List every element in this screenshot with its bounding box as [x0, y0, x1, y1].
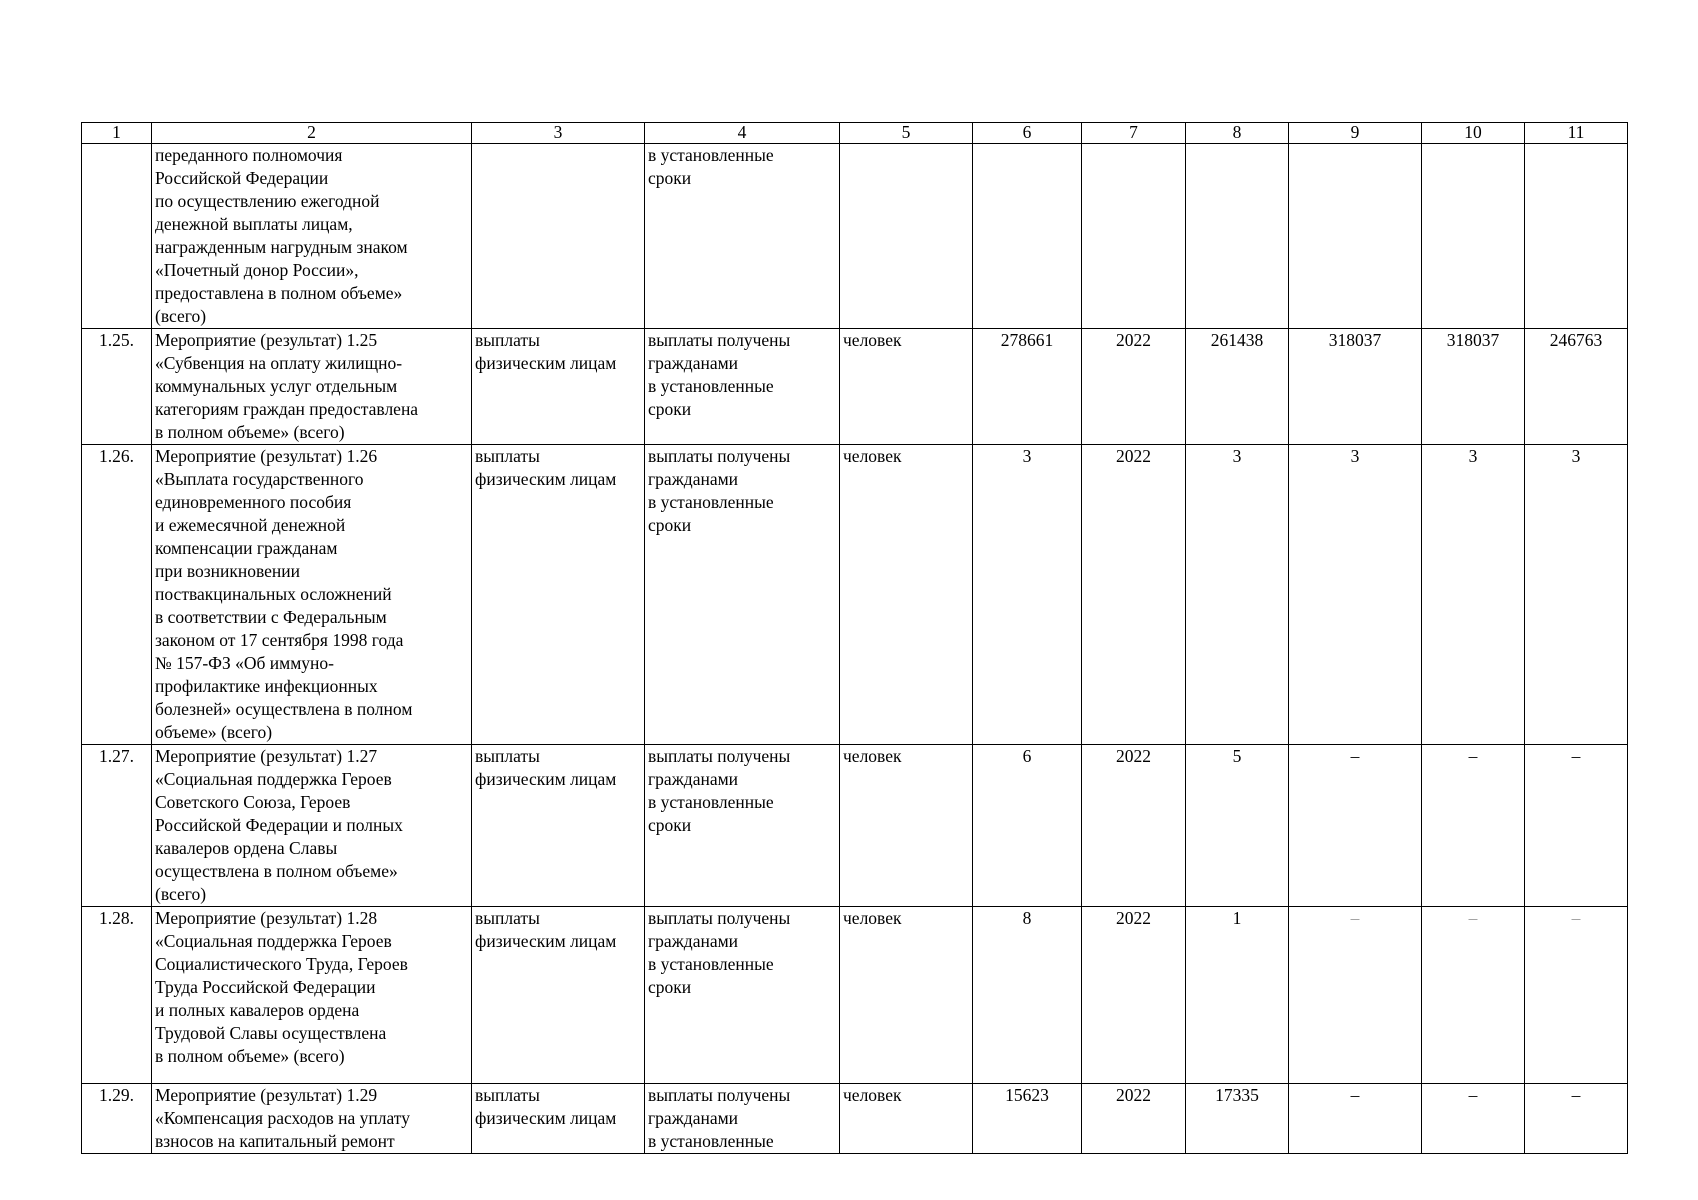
- value-col-11: –: [1525, 1084, 1628, 1154]
- row-number: [82, 144, 152, 329]
- value-col-11: –: [1525, 907, 1628, 1084]
- base-value: 15623: [973, 1084, 1082, 1154]
- column-header: 10: [1422, 123, 1525, 144]
- result-description: выплаты получены гражданами в установленные: [645, 1084, 840, 1154]
- column-header: 11: [1525, 123, 1628, 144]
- value-col-10: –: [1422, 907, 1525, 1084]
- result-name: Мероприятие (результат) 1.25 «Субвенция на оплату жилищно- коммунальных услуг отдельным категориям граждан предоставлена в полном объеме» (всего): [152, 329, 472, 445]
- result-description: выплаты получены гражданами в установленные сроки: [645, 329, 840, 445]
- column-header: 2: [152, 123, 472, 144]
- result-type: выплаты физическим лицам: [472, 745, 645, 907]
- result-name: Мероприятие (результат) 1.28 «Социальная поддержка Героев Социалистического Труда, Героев Труда Российской Федерации и полных кавалеров ордена Трудовой Славы осуществлена в полном объеме» (всего): [152, 907, 472, 1084]
- row-number: 1.25.: [82, 329, 152, 445]
- base-value: 6: [973, 745, 1082, 907]
- row-number: 1.27.: [82, 745, 152, 907]
- table-row: [82, 445, 1628, 745]
- unit: человек: [840, 329, 973, 445]
- table-row: [82, 745, 1628, 907]
- unit: человек: [840, 445, 973, 745]
- result-description: выплаты получены гражданами в установленные сроки: [645, 907, 840, 1084]
- value-col-9: 318037: [1289, 329, 1422, 445]
- base-year: 2022: [1082, 329, 1186, 445]
- result-type: [472, 144, 645, 329]
- column-header: 7: [1082, 123, 1186, 144]
- base-year: 2022: [1082, 907, 1186, 1084]
- column-header: 3: [472, 123, 645, 144]
- base-value: 278661: [973, 329, 1082, 445]
- value-col-9: [1289, 144, 1422, 329]
- results-table: [81, 122, 1628, 1154]
- value-col-9: –: [1289, 1084, 1422, 1154]
- column-header: 9: [1289, 123, 1422, 144]
- value-col-9: –: [1289, 745, 1422, 907]
- value-col-8: 5: [1186, 745, 1289, 907]
- value-col-8: 261438: [1186, 329, 1289, 445]
- row-number: 1.26.: [82, 445, 152, 745]
- result-name: переданного полномочия Российской Федерации по осуществлению ежегодной денежной выплаты лицам, награжденным нагрудным знаком «Почетный донор России», предоставлена в полном объеме» (всего): [152, 144, 472, 329]
- base-year: [1082, 144, 1186, 329]
- value-col-10: [1422, 144, 1525, 329]
- value-col-11: 246763: [1525, 329, 1628, 445]
- result-type: выплаты физическим лицам: [472, 445, 645, 745]
- value-col-10: –: [1422, 745, 1525, 907]
- base-year: 2022: [1082, 1084, 1186, 1154]
- base-value: [973, 144, 1082, 329]
- table-row: [82, 144, 1628, 329]
- unit: [840, 144, 973, 329]
- value-col-10: –: [1422, 1084, 1525, 1154]
- value-col-10: 318037: [1422, 329, 1525, 445]
- result-name: Мероприятие (результат) 1.29 «Компенсация расходов на уплату взносов на капитальный ремонт: [152, 1084, 472, 1154]
- column-header: 6: [973, 123, 1082, 144]
- base-value: 3: [973, 445, 1082, 745]
- value-col-9: 3: [1289, 445, 1422, 745]
- value-col-8: 1: [1186, 907, 1289, 1084]
- column-header: 4: [645, 123, 840, 144]
- result-name: Мероприятие (результат) 1.26 «Выплата государственного единовременного пособия и ежемесячной денежной компенсации гражданам при возникновении поствакцинальных осложнений в соответствии с Федеральным законом от 17 сентября 1998 года № 157-ФЗ «Об иммуно- профилактике инфекционных болезней» осуществлена в полном объеме» (всего): [152, 445, 472, 745]
- unit: человек: [840, 1084, 973, 1154]
- result-type: выплаты физическим лицам: [472, 1084, 645, 1154]
- column-header: 1: [82, 123, 152, 144]
- value-col-11: [1525, 144, 1628, 329]
- value-col-11: 3: [1525, 445, 1628, 745]
- value-col-10: 3: [1422, 445, 1525, 745]
- column-header: 5: [840, 123, 973, 144]
- result-name: Мероприятие (результат) 1.27 «Социальная поддержка Героев Советского Союза, Героев Российской Федерации и полных кавалеров ордена Славы осуществлена в полном объеме» (всего): [152, 745, 472, 907]
- value-col-9: –: [1289, 907, 1422, 1084]
- base-year: 2022: [1082, 745, 1186, 907]
- base-year: 2022: [1082, 445, 1186, 745]
- row-number: 1.29.: [82, 1084, 152, 1154]
- result-type: выплаты физическим лицам: [472, 329, 645, 445]
- value-col-11: –: [1525, 745, 1628, 907]
- row-number: 1.28.: [82, 907, 152, 1084]
- table-row: [82, 907, 1628, 1084]
- column-header: 8: [1186, 123, 1289, 144]
- value-col-8: [1186, 144, 1289, 329]
- unit: человек: [840, 745, 973, 907]
- table-row: [82, 1084, 1628, 1154]
- value-col-8: 17335: [1186, 1084, 1289, 1154]
- base-value: 8: [973, 907, 1082, 1084]
- column-number-row: [82, 123, 1628, 144]
- result-description: выплаты получены гражданами в установленные сроки: [645, 745, 840, 907]
- table-row: [82, 329, 1628, 445]
- result-description: выплаты получены гражданами в установленные сроки: [645, 445, 840, 745]
- result-description: в установленные сроки: [645, 144, 840, 329]
- result-type: выплаты физическим лицам: [472, 907, 645, 1084]
- unit: человек: [840, 907, 973, 1084]
- value-col-8: 3: [1186, 445, 1289, 745]
